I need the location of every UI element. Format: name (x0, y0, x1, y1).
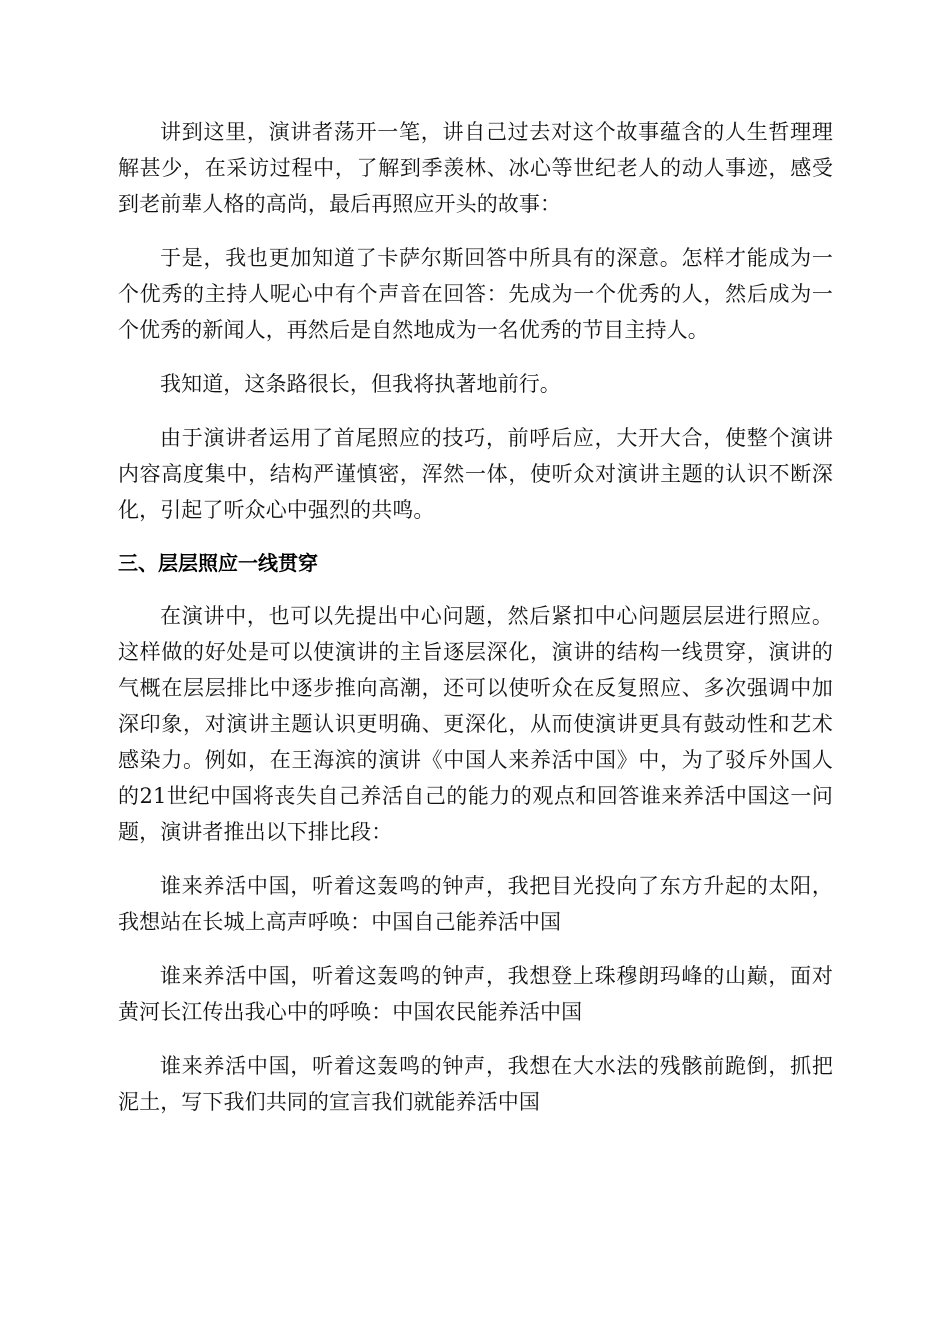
paragraph: 在演讲中，也可以先提出中心问题，然后紧扣中心问题层层进行照应。这样做的好处是可以使演讲的主旨逐层深化，演讲的结构一线贯穿，演讲的气概在层层排比中逐步推向高潮，还可以使听众在反复照应、多次强调中加深印象，对演讲主题认识更明确、更深化，从而使演讲更具有鼓动性和艺术感染力。例如，在王海滨的演讲《中国人来养活中国》中，为了驳斥外国人的21世纪中国将丧失自己养活自己的能力的观点和回答谁来养活中国这一问题，演讲者推出以下排比段： (118, 604, 833, 844)
paragraph: 由于演讲者运用了首尾照应的技巧，前呼后应，大开大合，使整个演讲内容高度集中，结构严谨慎密，浑然一体，使听众对演讲主题的认识不断深化，引起了听众心中强烈的共鸣。 (118, 426, 833, 522)
paragraph: 谁来养活中国，听着这轰鸣的钟声，我想登上珠穆朗玛峰的山巅，面对黄河长江传出我心中的呼唤：中国农民能养活中国 (118, 964, 833, 1024)
paragraph: 讲到这里，演讲者荡开一笔，讲自己过去对这个故事蕴含的人生哲理理解甚少，在采访过程中，了解到季羡林、冰心等世纪老人的动人事迹，感受到老前辈人格的高尚，最后再照应开头的故事： (118, 120, 833, 216)
paragraph: 谁来养活中国，听着这轰鸣的钟声，我想在大水法的残骸前跪倒，抓把泥土，写下我们共同的宣言我们就能养活中国 (118, 1054, 833, 1114)
document-body (118, 114, 833, 1138)
paragraph: 我知道，这条路很长，但我将执著地前行。 (160, 372, 561, 396)
paragraph: 谁来养活中国，听着这轰鸣的钟声，我把目光投向了东方升起的太阳，我想站在长城上高声呼唤：中国自己能养活中国 (118, 874, 833, 934)
paragraph: 于是，我也更加知道了卡萨尔斯回答中所具有的深意。怎样才能成为一个优秀的主持人呢心中有个声音在回答：先成为一个优秀的人，然后成为一个优秀的新闻人，再然后是自然地成为一名优秀的节目主持人。 (118, 246, 833, 342)
section-heading: 三、层层照应一线贯穿 (118, 551, 318, 575)
